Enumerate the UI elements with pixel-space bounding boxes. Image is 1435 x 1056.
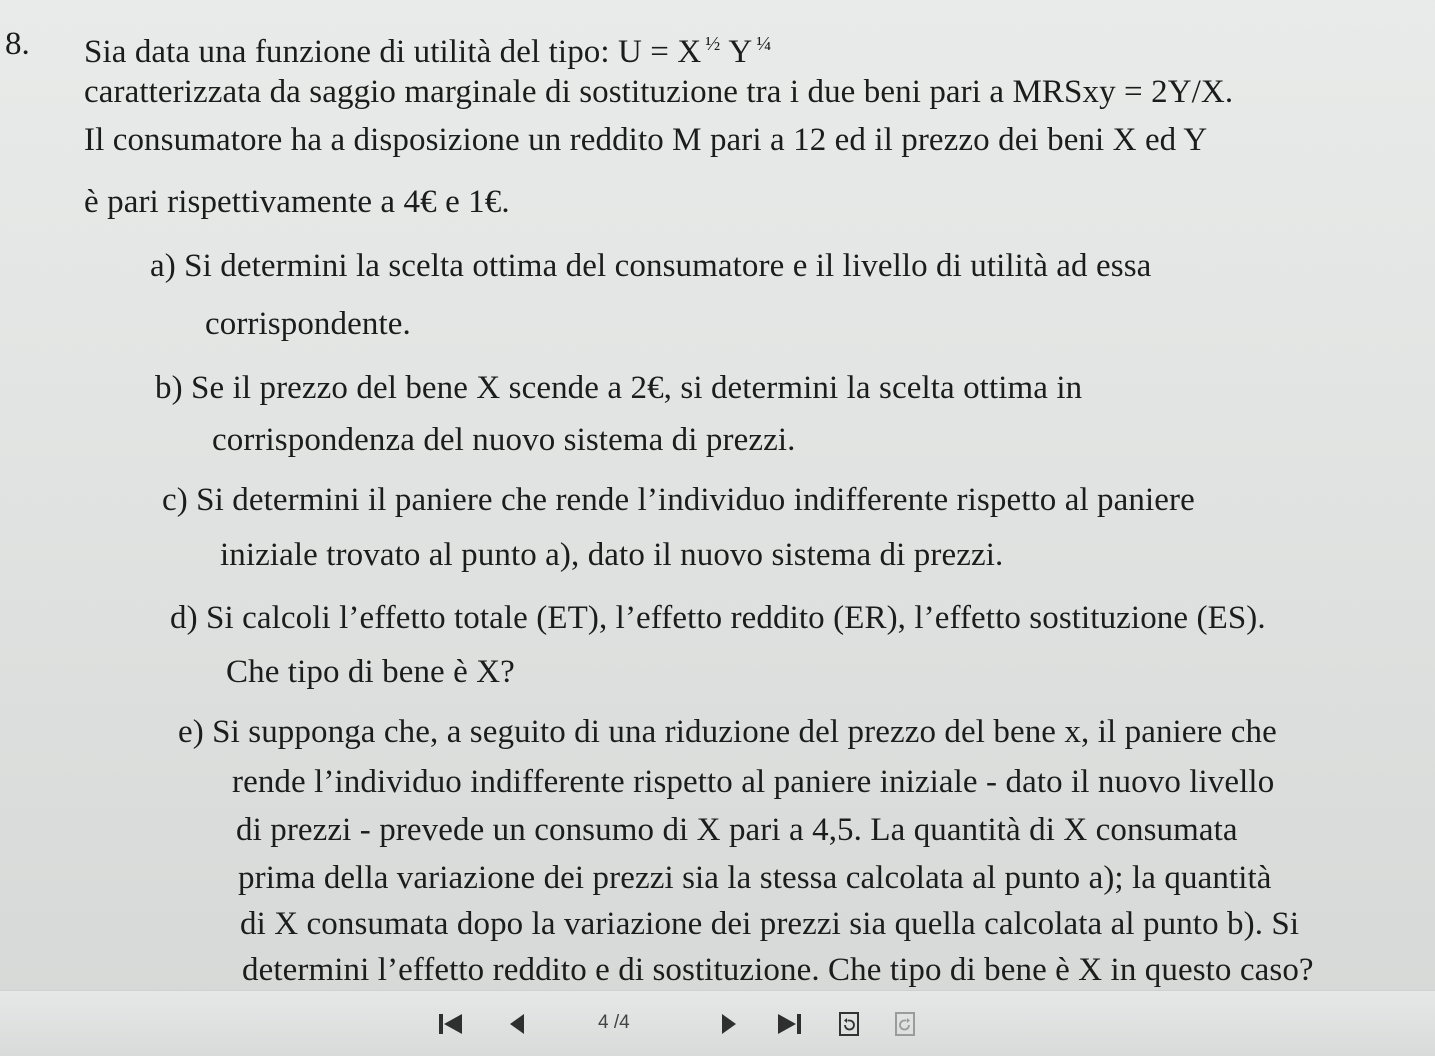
viewer-toolbar [0,990,1435,1056]
question-d-line-2: Che tipo di bene è X? [226,654,515,690]
question-e-line-4: prima della variazione dei prezzi sia la stessa calcolata al punto a); la quantità [238,860,1272,896]
last-page-icon [772,1011,808,1037]
intro-line-1 [84,24,779,72]
question-e-line-2: rende l’individuo indifferente rispetto al paniere iniziale - dato il nuovo livello [232,764,1275,800]
rotate-cw-icon [892,1010,918,1038]
first-page-button[interactable] [430,1009,470,1039]
question-a-line-2: corrispondente. [205,306,411,342]
question-e-line-5: di X consumata dopo la variazione dei prezzi sia quella calcolata al punto b). Si [240,906,1300,942]
question-b-line-2: corrispondenza del nuovo sistema di prezzi. [212,422,796,458]
next-page-button[interactable] [712,1009,746,1039]
prev-page-icon [504,1011,530,1037]
utility-y: Y [728,34,753,70]
question-e-line-3: di prezzi - prevede un consumo di X pari a 4,5. La quantità di X consumata [236,812,1238,848]
intro-line-4: è pari rispettivamente a 4€ e 1€. [84,184,510,220]
question-e-line-6: determini l’effetto reddito e di sostituzione. Che tipo di bene è X in questo caso? [242,952,1314,988]
problem-number: 8. [5,26,30,62]
prev-page-button[interactable] [500,1009,534,1039]
question-e-line-1: e) Si supponga che, a seguito di una riduzione del prezzo del bene x, il paniere che [178,714,1277,750]
first-page-icon [432,1011,468,1037]
exponent-y: ¼ [756,33,772,55]
utility-function-text: Sia data una funzione di utilità del tipo: U = X [84,34,702,70]
question-b-line-1: b) Se il prezzo del bene X scende a 2€, si determini la scelta ottima in [155,370,1083,406]
intro-line-2: caratterizzata da saggio marginale di sostituzione tra i due beni pari a MRSxy = 2Y/X. [84,74,1234,110]
question-c-line-2: iniziale trovato al punto a), dato il nuovo sistema di prezzi. [220,537,1004,573]
rotate-cw-button[interactable] [890,1009,920,1039]
next-page-icon [716,1011,742,1037]
question-c-line-1: c) Si determini il paniere che rende l’individuo indifferente rispetto al paniere [162,482,1195,518]
rotate-ccw-button[interactable] [834,1009,864,1039]
rotate-ccw-icon [836,1010,862,1038]
last-page-button[interactable] [770,1009,810,1039]
question-a-line-1: a) Si determini la scelta ottima del consumatore e il livello di utilità ad essa [150,248,1152,284]
page-indicator[interactable]: 4 /4 [598,1012,630,1033]
exponent-x: ½ [705,33,721,55]
intro-line-3: Il consumatore ha a disposizione un reddito M pari a 12 ed il prezzo dei beni X ed Y [84,122,1208,158]
question-d-line-1: d) Si calcoli l’effetto totale (ET), l’effetto reddito (ER), l’effetto sostituzione (ES). [170,600,1266,636]
